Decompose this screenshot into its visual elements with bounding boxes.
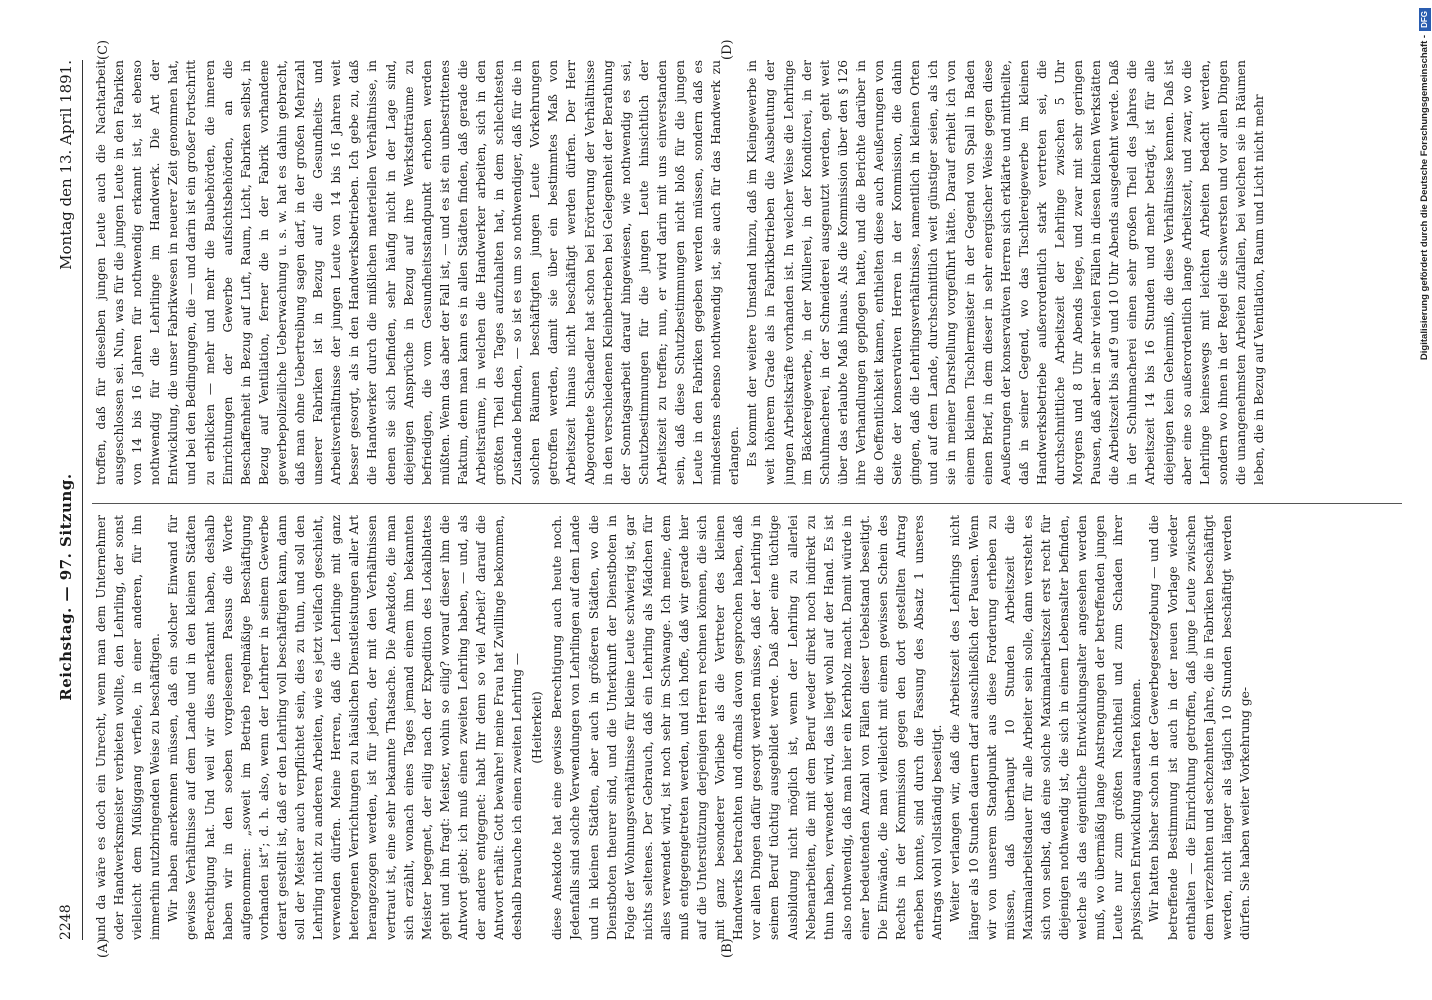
digitization-credit bbox=[1419, 0, 1431, 1000]
right-paragraph-1: troffen, daß für dieselben jungen Leute auch die Nachtarbeit ausgeschlossen sei. Nun, was für die jungen Leute in den Fabriken von 14 bis 16 Jahren für nothwendig erkannt ist, ist ebenso nothwendig für die Lehrlinge im Handwerk. Die Art der Entwicklung, die unser Fabrikwesen in neuerer Zeit genommen hat, und bei den Bedingungen, die — und darin ist ein großer Fortschritt zu erblicken — mehr und mehr die Baubehörden, die inneren Einrichtungen der Gewerbe aufsichtsbehörden, an die Beschaffenheit in Bezug auf Luft, Raum, Licht, Fabriken selbst, in Bezug auf Ventilation, ferner die in der Fabrik vorhandene gewerbepolizeiliche Ueberwachung u. s. w. hat es dahin gebracht, daß man ohne Uebertreibung sagen darf, in der großen Mehrzahl unserer Fabriken ist in Bezug auf die Gesundheits- und Arbeitsverhältnisse der jungen Leute von 14 bis 16 Jahren weit besser gesorgt, als in den Handwerksbetrieben. Ich gebe zu, daß die Handwerker durch die mißlichen materiellen Verhältnisse, in denen sie sich befinden, sehr häufig nicht in der Lage sind, diejenigen Ansprüche in Bezug auf ihre Werkstatträume zu befriedigen, die vom Gesundheitsstandpunkt erhoben werden müßten. Wenn das aber der Fall ist, — und es ist ein unbestrittenes Faktum, denn man kann es in allen Städten finden, daß gerade die Arbeitsräume, in welchen die Handwerker arbeiten, sich in den größten Theil des Tages aufzuhalten hat, in dem schlechtesten Zustande befinden, — so ist es um so nothwendiger, daß für die in solchen Räumen beschäftigten jungen Leute Vorkehrungen getroffen werden, damit sie über ein bestimmtes Maß von Arbeitszeit hinaus nicht beschäftigt werden dürfen. Der Herr Abgeordnete Schaedler hat schon bei Erörterung der Verhältnisse in den verschiedenen Kleinbetrieben bei Gelegenheit der Berathung der Sonntagsarbeit darauf hingewiesen, wie nothwendig es sei, Schutzbestimmungen für die jungen Leute hinsichtlich der Arbeitszeit zu treffen; nun, er wird darin mit uns einverstanden sein, daß diese Schutzbestimmungen nicht bloß für die jungen Leute in den Fabriken gegeben werden müssen, sondern daß es mindestens ebenso nothwendig ist, sie auch für das Handwerk zu erlangen. bbox=[94, 60, 742, 485]
left-paragraph-3: diese Anekdote hat eine gewisse Berechtigung auch heute noch. Jedenfalls sind solche Verwendungen von Lehrlingen auf dem Lande und in kleinen Städten, aber auch in größeren Städten, wo die Dienstboten theurer sind, und die Unterkunft der Dienstboten in Folge der Wohnungsverhältnisse für kleine Leute schwierig ist, gar nichts seltenes. Der Gebrauch, daß ein Lehrling als Mädchen für alles verwendet wird, ist noch sehr im Schwange. Ich meine, dem muß entgegengetreten werden, und ich hoffe, daß wir gerade hier auf die Unterstützung derjenigen Herren rechnen können, die sich mit ganz besonderer Vorliebe als die Vertreter des kleinen Handwerks betrachten und oftmals davon gesprochen haben, daß vor allen Dingen dafür gesorgt werden müsse, daß der Lehrling in seinem Beruf tüchtig ausgebildet werde. Daß aber eine tüchtige Ausbildung nicht möglich ist, wenn der Lehrling zu allerlei Nebenarbeiten, die mit dem Beruf weder direkt noch indirekt zu thun haben, verwendet wird, das liegt wohl auf der Hand. Es ist also nothwendig, daß man hier ein Kerbholz macht. Damit würde in einer bedeutenden Anzahl von Fällen dieser Uebelstand beseitigt. Die Einwände, die man vielleicht mit einem gewissen Schein des Rechts in der Kommission gegen den dort gestellten Antrag erheben konnte, sind durch die Fassung des Absatz 1 unseres Antrags wohl vollständig beseitigt. bbox=[550, 515, 945, 940]
dfg-logo: DFG bbox=[1419, 8, 1431, 31]
session-date: Montag den 13. April 1891. bbox=[57, 60, 75, 270]
right-paragraph-2: Es kommt der weitere Umstand hinzu, daß im Kleingewerbe in weit höherem Grade als in Fabrikbetrieben die Ausbeutung der jungen Arbeitskräfte vorhanden ist. In welcher Weise die Lehrlinge im Bäckereigewerbe, in der Müllerei, in der Konditorei, in der Schuhmacherei, in der Schneiderei ausgenutzt werden, geht weit über das erlaubte Maß hinaus. Als die Kommission über den § 126 ihre Verhandlungen gepflogen hatte, und die Berichte darüber in die Oeffentlichkeit kamen, enthielten diese auch Aeußerungen von Seite der konservativen Herren in der Kommission, die dahin gingen, daß die Lehrlingsverhältnisse, namentlich in kleinen Orten und auf dem Lande, durchschnittlich weit günstiger seien, als ich sie in meiner Darstellung vorgeführt hätte. Darauf erhielt ich von einem kleinen Tischlermeister in der Gegend von Spall in Baden einen Brief, in dem dieser in sehr energischer Weise gegen diese Aeußerungen der konservativen Herren sich erklärte und mittheilte, daß in seiner Gegend, wo das Tischlereigewerbe im kleinen Handwerksbetriebe außerordentlich stark vertreten sei, die durchschnittliche Arbeitszeit der Lehrlinge zwischen 5 Uhr Morgens und 8 Uhr Abends liege, und zwar mit sehr geringen Pausen, daß aber in sehr vielen Fällen in diesen kleinen Werkstätten die Arbeitszeit bis auf 9 und 10 Uhr Abends ausgedehnt werde. Daß in der Schuhmacherei einen sehr großen Theil des Jahres die Arbeitszeit 14 bis 16 Stunden und mehr beträgt, ist für alle diejenigen kein Geheimniß, die diese Verhältnisse kennen. Daß ist aber eine so außerordentlich lange Arbeitszeit, und zwar, wo die Lehrlinge keineswegs mit leichten Arbeiten bedacht werden, sondern wo ihnen in der Regel die schwersten und vor allen Dingen die unangenehmsten Arbeiten zufallen, bei welchen sie in Räumen leben, die in Bezug auf Ventilation, Raum und Licht nicht mehr bbox=[745, 60, 1266, 485]
left-paragraph-laughter: (Heiterkeit) bbox=[530, 691, 545, 764]
page-title: Reichstag. — 97. Sitzung. bbox=[57, 473, 75, 701]
left-paragraph-2: Wir haben anerkennen müssen, daß ein solcher Einwand für gewisse Verhältnisse auf dem Lande und in den kleinen Städten Berechtigung hat. Und weil wir dies anerkannt haben, deshalb haben wir in den soeben vorgelesenen Passus die Worte aufgenommen: „soweit im Betrieb regelmäßige Beschäftigung vorhanden ist“; d. h. also, wenn der Lehrherr in seinem Gewerbe derart gestellt ist, daß er den Lehrling voll beschäftigen kann, dann soll der Meister auch verpflichtet sein, dies zu thun, und soll den Lehrling nicht zu anderen Arbeiten, wie es jetzt vielfach geschieht, verwenden dürfen. Meine Herren, daß die Lehrlinge mit ganz heterogenen Verrichtungen zu häuslichen Dienstleistungen aller Art herangezogen werden, ist für jeden, der mit den Verhältnissen vertraut ist, eine sehr bekannte Thatsache. Die Anekdote, die man sich erzählt, wonach eines Tages jemand einem ihm bekannten Meister begegnet, der eilig nach der Expedition des Lokalblattes geht und ihn fragt: Meister, wohin so eilig? worauf dieser ihm die Antwort giebt: ich muß einen zweiten Lehrling haben, — und, als der andere entgegnet: habt Ihr denn so viel Arbeit? darauf die Antwort erhält: Gott bewahre! meine Frau hat Zwillinge bekommen, deshalb brauche ich einen zweiten Lehrling — bbox=[166, 515, 525, 940]
credit-text: Digitalisierung gefördert durch die Deutsche Forschungsgemeinschaft - bbox=[1419, 34, 1430, 361]
page-number: 2248 bbox=[58, 904, 74, 940]
right-column bbox=[92, 60, 1402, 485]
page-header bbox=[52, 60, 80, 940]
left-column bbox=[92, 515, 1402, 940]
header-rule bbox=[82, 60, 83, 940]
left-paragraph-4: Weiter verlangen wir, daß die Arbeitszeit des Lehrlings nicht länger als 10 Stunden dauern darf ausschließlich der Pausen. Wenn wir von unserem Standpunkt aus diese Forderung erheben zu müssen, daß überhaupt 10 Stunden Arbeitszeit die Maximalarbeitsdauer für alle Arbeiter sein solle, dann versteht es sich von selbst, daß eine solche Maximalarbeitszeit erst recht für diejenigen nothwendig ist, die sich in einem Lebensalter befinden, welche als das eigentliche Entwicklungsalter angesehen werden muß, wo übermäßig lange Anstrengungen der betreffenden jungen Leute nur zum größten Nachtheil und zum Schaden ihrer physischen Entwicklung ausarten können. bbox=[948, 515, 1144, 940]
left-paragraph-1: und da wäre es doch ein Unrecht, wenn man dem Unternehmer oder Handwerksmeister verbieten wollte, den Lehrling, der sonst vielleicht dem Müßiggang verfiele, in einer anderen, für ihn immerhin nutzbringenden Weise zu beschäftigen. bbox=[94, 515, 163, 940]
margin-marker-a: (A) bbox=[96, 938, 111, 958]
left-paragraph-5: Wir hatten bisher schon in der Gewerbegesetzgebung — und die betreffende Bestimmung ist auch in der neuen Vorlage wieder enthalten — die Einrichtung getroffen, daß junge Leute zwischen dem vierzehnten und sechzehnten Jahre, die in Fabriken beschäftigt werden, nicht länger als täglich 10 Stunden beschäftigt werden dürfen. Sie haben weiter Vorkehrung ge- bbox=[1147, 515, 1252, 940]
margin-marker-b: (B) bbox=[720, 938, 735, 958]
column-divider bbox=[92, 503, 1402, 504]
margin-marker-d: (D) bbox=[720, 39, 735, 60]
margin-marker-c: (C) bbox=[96, 39, 111, 60]
